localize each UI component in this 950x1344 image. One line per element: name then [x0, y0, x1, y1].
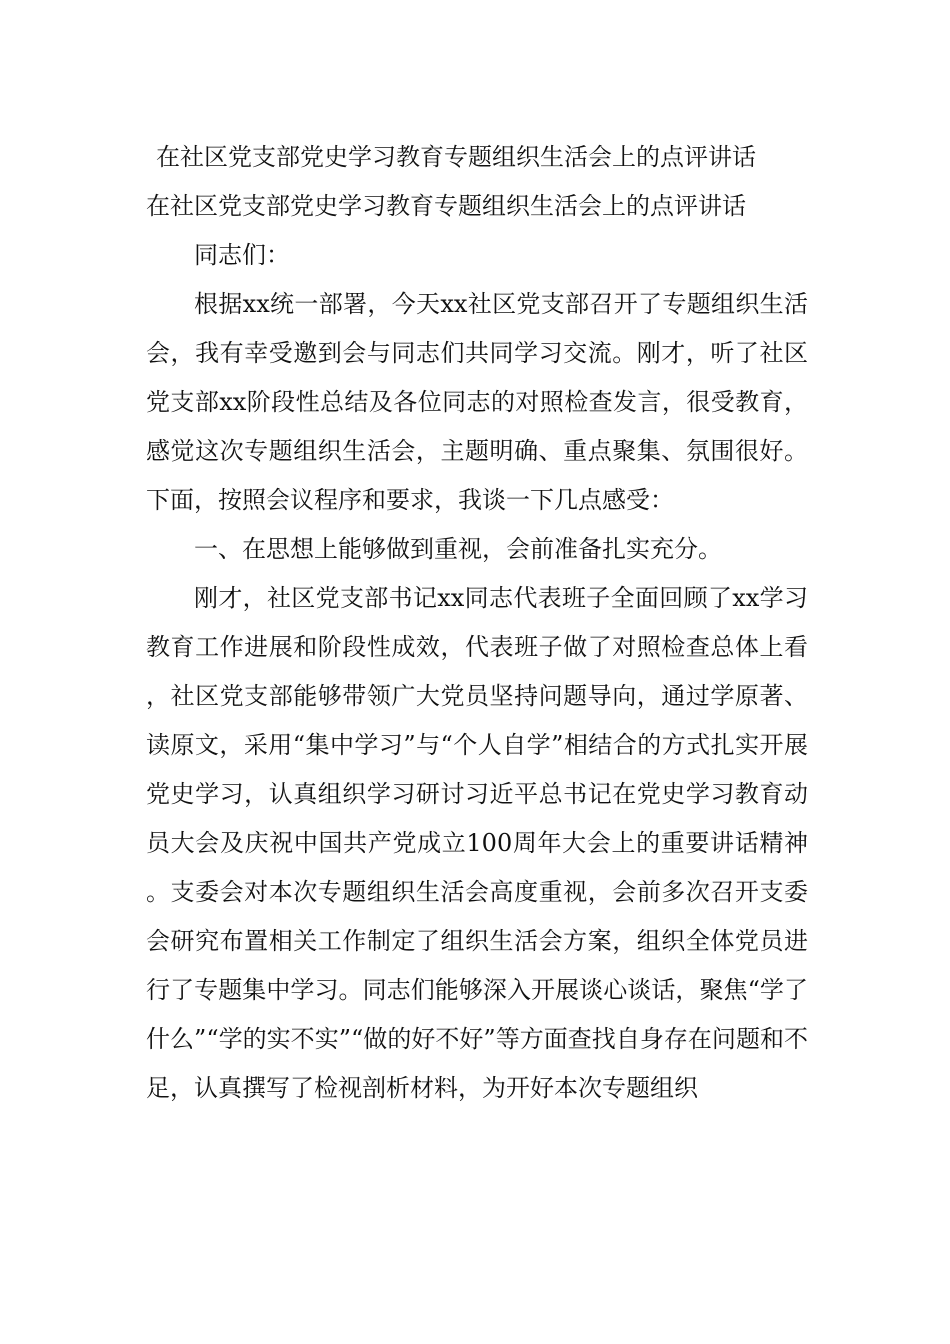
paragraph-opening: 根据xx统一部署，今天xx社区党支部召开了专题组织生活会，我有幸受邀到会与同志们共同学习交流。刚才，听了社区党支部xx阶段性总结及各位同志的对照检查发言，很受教育，感觉这次专题组织生活会，主题明确、重点聚集、氛围很好。下面，按照会议程序和要求，我谈一下几点感受： [146, 290, 808, 514]
document-title-line-1: 在社区党支部党史学习教育专题组织生活会上的点评讲话 [156, 143, 756, 171]
paragraph-section-1: 刚才，社区党支部书记xx同志代表班子全面回顾了xx学习教育工作进展和阶段性成效，代表班子做了对照检查总体上看，社区党支部能够带领广大党员坚持问题导向，通过学原著、读原文，采用“集中学习”与“个人自学”相结合的方式扎实开展党史学习，认真组织学习研讨习近平总书记在党史学习教育动员大会及庆祝中国共产党成立100周年大会上的重要讲话精神。支委会对本次专题组织生活会高度重视，会前多次召开支委会研究布置相关工作制定了组织生活会方案，组织全体党员进行了专题集中学习。同志们能够深入开展谈心谈话，聚焦“学了什么”“学的实不实”“做的好不好”等方面查找自身存在问题和不足，认真撰写了检视剖析材料，为开好本次专题组织 [146, 584, 808, 1102]
document-body [146, 133, 808, 1113]
section-heading-1: 一、在思想上能够做到重视，会前准备扎实充分。 [194, 535, 722, 563]
document-title-line-2: 在社区党支部党史学习教育专题组织生活会上的点评讲话 [146, 192, 746, 220]
salutation: 同志们： [194, 241, 290, 269]
